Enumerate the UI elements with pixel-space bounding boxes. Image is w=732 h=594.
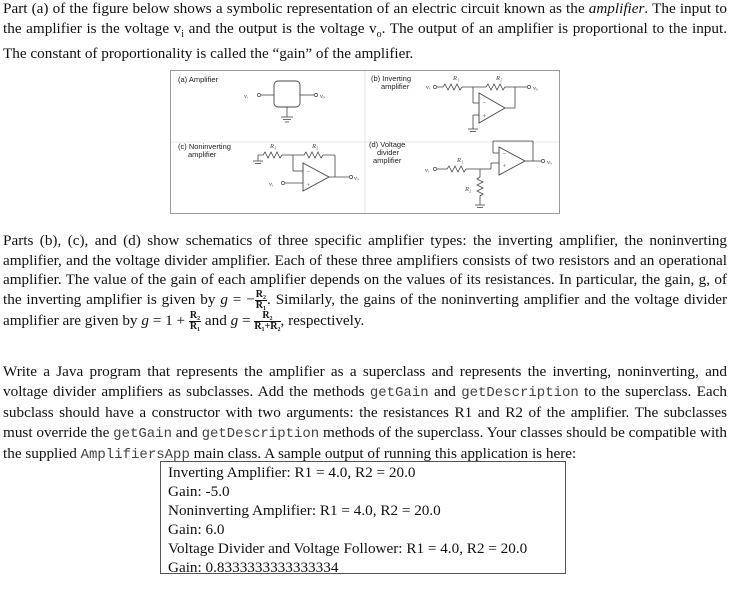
code-getDescription-2: getDescription — [201, 425, 320, 442]
sample-line-6: Gain: 0.8333333333333334 — [168, 558, 339, 576]
c-r2: R₂ — [312, 143, 319, 150]
d-vo: vₒ — [547, 159, 552, 166]
intro-text-4: . The output of an amplifier is proportional to the input. The constant of proportionality is called the “gain” of the amplifier. — [3, 19, 727, 63]
d-r1: R₁ — [457, 157, 464, 164]
parts-text-4: , respectively. — [280, 311, 365, 329]
code-AmplifiersApp: AmplifiersApp — [80, 447, 190, 464]
g-symbol-2: g — [141, 311, 149, 329]
g-symbol-1: g — [220, 290, 228, 308]
b-minus: − — [482, 100, 487, 107]
a-output-node — [314, 93, 317, 96]
eq-3: = — [238, 311, 255, 329]
label-d-2: divider — [377, 148, 400, 157]
sample-line-1: Inverting Amplifier: R1 = 4.0, R2 = 20.0 — [168, 464, 416, 481]
eq-1: = − — [227, 290, 255, 308]
code-getDescription-1: getDescription — [461, 384, 579, 401]
b-plus: + — [482, 113, 487, 120]
label-a: (a) Amplifier — [178, 75, 219, 84]
task-text-2: and — [428, 382, 462, 400]
sub-o: o — [376, 28, 382, 40]
sample-line-4: Gain: 6.0 — [168, 520, 225, 538]
intro-paragraph — [3, 0, 727, 64]
a-input-node — [257, 93, 260, 96]
fraction-noninverting — [189, 311, 201, 332]
parts-text-2: . Similarly, the gains of the noninverting amplifier and the voltage divider amplifier are given by — [3, 290, 728, 329]
intro-text-1: Part (a) of the figure below shows a symbolic representation of an electric circuit known as the — [3, 0, 589, 17]
eq-2: = 1 + — [148, 311, 189, 329]
label-d-3: amplifier — [373, 156, 402, 165]
sample-line-3: Noninverting Amplifier: R1 = 4.0, R2 = 20.0 — [168, 501, 441, 519]
sample-line-5: Voltage Divider and Voltage Follower: R1 = 4.0, R2 = 20.0 — [168, 539, 528, 557]
d-r2: R₂ — [465, 186, 472, 193]
d-plus: + — [502, 163, 507, 170]
task-text-6: main class. A sample output of running this application is here: — [189, 445, 577, 463]
intro-text-3: and the output is the voltage v — [184, 19, 377, 37]
amplifier-figure — [170, 70, 560, 214]
code-getGain-1: getGain — [369, 384, 429, 401]
task-text-3: to the superclass. Each subclass should have a constructor with two arguments: the resistances R1 and R2 of the amplifier. The subclasses must override the — [3, 382, 727, 441]
label-c-2: amplifier — [188, 150, 217, 159]
intro-text-2: . The input to the amplifier is the voltage v — [3, 0, 727, 37]
task-text-1: Write a Java program that represents the amplifier as a superclass and represents the inverting, noninverting, and voltage divider amplifiers as subclasses. Add the methods — [3, 363, 727, 400]
g-symbol-3: g — [230, 311, 239, 329]
b-vo: vₒ — [533, 85, 538, 92]
d-minus: − — [502, 151, 507, 158]
amplifier-term: amplifier — [588, 0, 645, 17]
task-text-4: and — [171, 423, 202, 441]
sample-output-box — [160, 461, 566, 574]
sample-line-2: Gain: -5.0 — [168, 482, 230, 500]
fraction-inverting — [255, 290, 267, 311]
task-paragraph — [3, 362, 727, 466]
b-r1: R₁ — [453, 75, 460, 82]
c-plus: + — [306, 182, 311, 189]
frac1-den: R₁ — [255, 299, 267, 311]
frac2-num: R₂ — [189, 309, 201, 321]
c-resistor-network — [258, 152, 335, 158]
frac1-num: R₂ — [255, 288, 267, 300]
parts-paragraph — [3, 231, 727, 332]
sub-i: i — [181, 28, 185, 40]
c-minus: − — [306, 169, 311, 176]
b-resistor-network — [437, 84, 527, 90]
d-vi: vᵢ — [425, 167, 429, 174]
label-b-1: (b) Inverting — [371, 74, 412, 83]
frac3-num: R₂ — [254, 311, 280, 322]
label-c-1: (c) Noninverting — [178, 142, 231, 151]
label-d-1: (d) Voltage — [369, 140, 406, 149]
a-vo: vₒ — [320, 93, 325, 100]
parts-text-1: Parts (b), (c), and (d) show schematics of three specific amplifier types: the inverting amplifier, the noninverting amplifier, and the voltage divider amplifier. Each of these three amplifiers consists of two resistors and an operational amplifier. The value of the gain of each amplifier depends on the values of its resistances. In particular, the gain, g, of the inverting amplifier is given by — [3, 232, 727, 308]
c-vi: vᵢ — [269, 181, 273, 188]
c-r1: R₁ — [270, 143, 277, 150]
b-vi: vᵢ — [426, 84, 430, 91]
a-amplifier-box — [274, 81, 300, 107]
label-b-2: amplifier — [381, 82, 410, 91]
c-vo: vₒ — [354, 175, 359, 182]
d-resistor-r1 — [437, 166, 480, 172]
a-vi: vᵢ — [244, 93, 248, 100]
circuit-diagrams — [171, 71, 559, 213]
frac2-den: R₁ — [189, 320, 201, 332]
d-resistor-r2 — [477, 169, 483, 205]
parts-text-3: and — [201, 311, 231, 329]
b-r2: R₂ — [496, 75, 503, 82]
code-getGain-2: getGain — [113, 425, 172, 442]
task-text-5: methods of the superclass. Your classes should be compatible with the supplied — [3, 423, 727, 463]
frac3-den: R₁+R₂ — [254, 320, 281, 332]
fraction-divider — [254, 311, 280, 332]
